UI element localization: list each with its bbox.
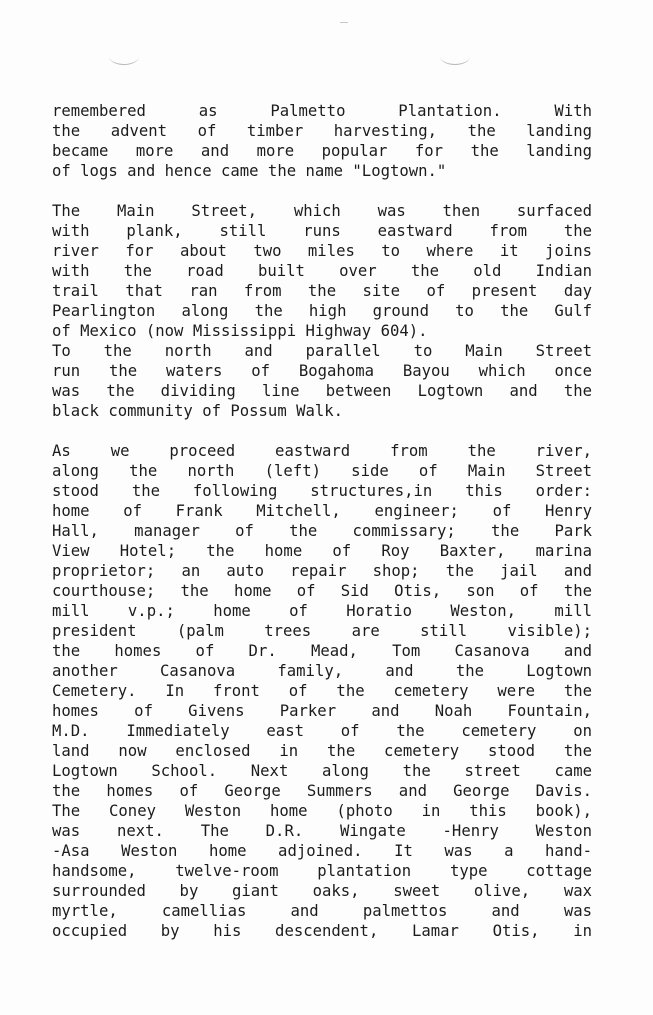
text-line: the homes of George Summers and George Davis. (52, 782, 592, 800)
text-line: with the road built over the old Indian (52, 262, 592, 280)
text-line: land now enclosed in the cemetery stood the (52, 742, 592, 760)
text-line: trail that ran from the site of present day (52, 282, 592, 300)
text-line: homes of Givens Parker and Noah Fountain, (52, 702, 592, 720)
text-line: the advent of timber harvesting, the landing (52, 122, 592, 140)
text-line: with plank, still runs eastward from the (52, 222, 592, 240)
text-line: The Main Street, which was then surfaced (52, 202, 592, 220)
text-line: was the dividing line between Logtown and the (52, 382, 592, 400)
text-line: run the waters of Bogahoma Bayou which once (52, 362, 592, 380)
punch-hole-mark-right (440, 48, 470, 65)
text-line: the homes of Dr. Mead, Tom Casanova and (52, 642, 592, 660)
page-text (52, 101, 592, 941)
text-line: of Mexico (now Mississippi Highway 604). (52, 322, 428, 340)
text-line: Logtown School. Next along the street came (52, 762, 592, 780)
text-line: remembered as Palmetto Plantation. With (52, 102, 592, 120)
text-line: M.D. Immediately east of the cemetery on (52, 722, 592, 740)
text-line: myrtle, camellias and palmettos and was (52, 902, 592, 920)
text-line: mill v.p.; home of Horatio Weston, mill (52, 602, 592, 620)
paragraph (52, 441, 592, 941)
text-line: president (palm trees are still visible); (52, 622, 592, 640)
text-line: View Hotel; the home of Roy Baxter, marina (52, 542, 592, 560)
text-line: -Asa Weston home adjoined. It was a hand- (52, 842, 592, 860)
text-line: As we proceed eastward from the river, (52, 442, 592, 460)
paragraph (52, 201, 592, 341)
text-line: courthouse; the home of Sid Otis, son of the (52, 582, 592, 600)
text-line: Pearlington along the high ground to the Gulf (52, 302, 592, 320)
text-line: black community of Possum Walk. (52, 402, 344, 420)
text-line: another Casanova family, and the Logtown (52, 662, 592, 680)
text-line: river for about two miles to where it joins (52, 242, 592, 260)
text-line: of logs and hence came the name "Logtown." (52, 162, 447, 180)
text-line: proprietor; an auto repair shop; the jail and (52, 562, 592, 580)
text-line: The Coney Weston home (photo in this book), (52, 802, 592, 820)
paragraph-gap (52, 181, 592, 201)
text-line: occupied by his descendent, Lamar Otis, in (52, 922, 592, 940)
text-line: Hall, manager of the commissary; the Park (52, 522, 592, 540)
text-line: Cemetery. In front of the cemetery were the (52, 682, 592, 700)
paragraph-gap (52, 421, 592, 441)
text-line: home of Frank Mitchell, engineer; of Henry (52, 502, 592, 520)
text-line: was next. The D.R. Wingate -Henry Weston (52, 822, 592, 840)
paragraph (52, 101, 592, 181)
text-line: surrounded by giant oaks, sweet olive, wax (52, 882, 592, 900)
scan-speck (340, 22, 348, 23)
text-line: stood the following structures,in this order: (52, 482, 592, 500)
text-line: along the north (left) side of Main Street (52, 462, 592, 480)
punch-hole-mark-left (109, 48, 139, 65)
text-line: handsome, twelve-room plantation type cottage (52, 862, 592, 880)
paragraph (52, 341, 592, 421)
text-line: became more and more popular for the landing (52, 142, 592, 160)
text-line: To the north and parallel to Main Street (52, 342, 592, 360)
